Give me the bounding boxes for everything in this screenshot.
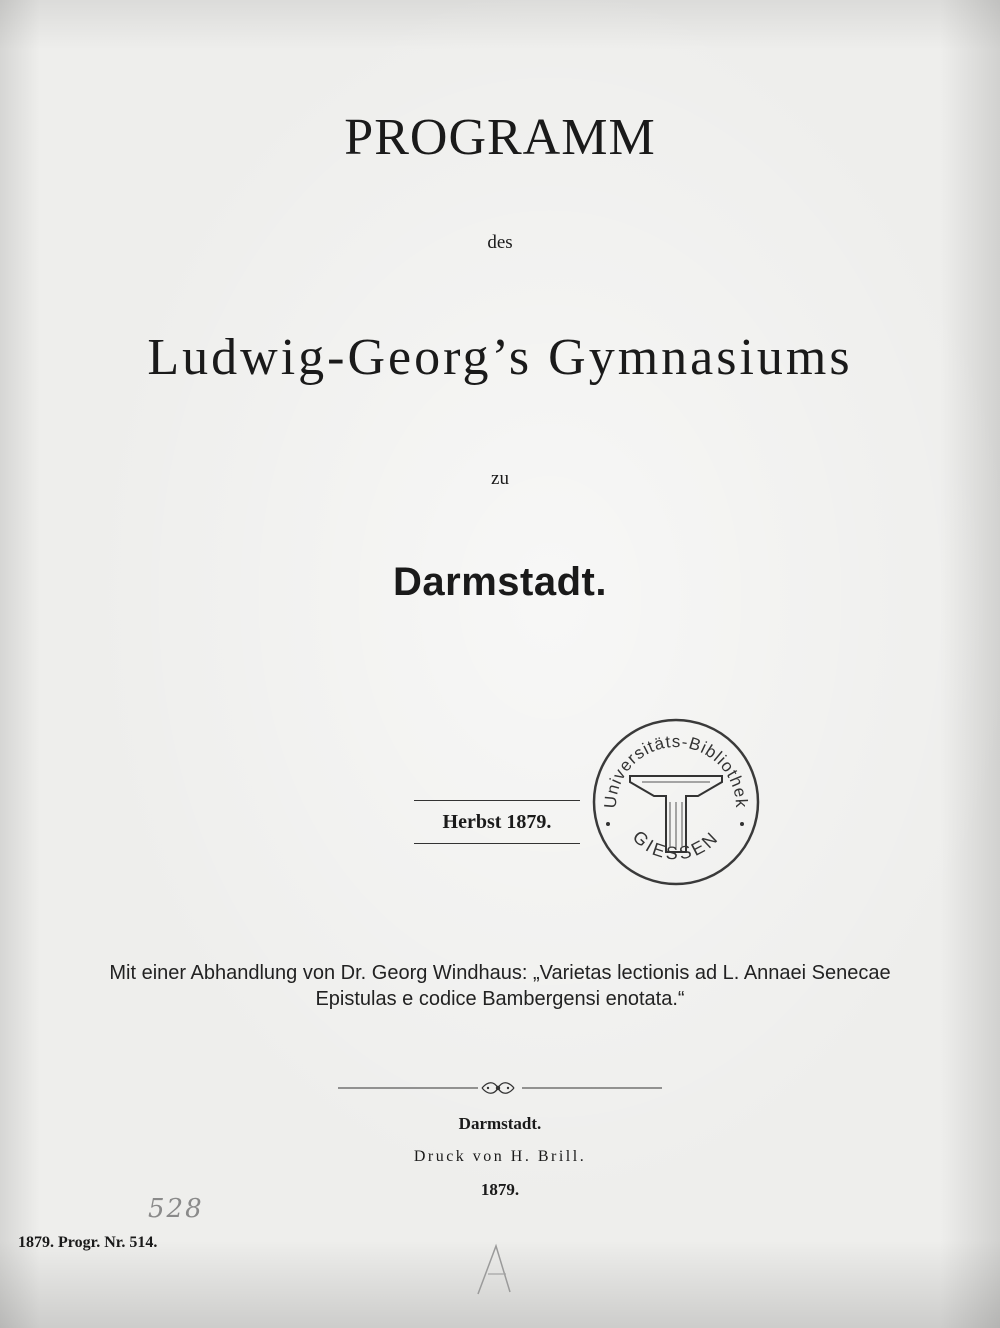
des-text: des	[487, 232, 513, 253]
ornament-divider-icon	[338, 1078, 662, 1098]
stamp-lower-text: GIESSEN	[628, 826, 724, 864]
document-title: PROGRAMM	[344, 109, 656, 166]
svg-text:Universitäts-Bibliothek	[601, 732, 751, 809]
season-box	[414, 800, 580, 844]
catalog-note: 1879. Progr. Nr. 514.	[18, 1234, 158, 1251]
imprint-city: Darmstadt.	[458, 1114, 542, 1133]
treatise-line-1: Mit einer Abhandlung von Dr. Georg Windhaus: „Varietas lectionis ad L. Annaei Senecae	[109, 962, 891, 984]
library-stamp	[586, 712, 766, 892]
school-name: Ludwig-Georg’s Gymnasiums	[147, 329, 853, 386]
pencil-mark-icon	[470, 1240, 530, 1300]
handwritten-number: 528	[148, 1194, 204, 1224]
treatise-note	[0, 960, 1000, 1012]
treatise-line-2: Epistulas e codice Bambergensi enotata.“	[315, 988, 685, 1010]
imprint-printer: Druck von H. Brill.	[413, 1148, 587, 1165]
city-name: Darmstadt.	[393, 560, 607, 604]
zu-text: zu	[491, 468, 509, 489]
season-label: Herbst 1879.	[442, 811, 552, 833]
stamp-upper-text: Universitäts-Bibliothek	[600, 731, 752, 809]
imprint-year: 1879.	[480, 1180, 520, 1199]
